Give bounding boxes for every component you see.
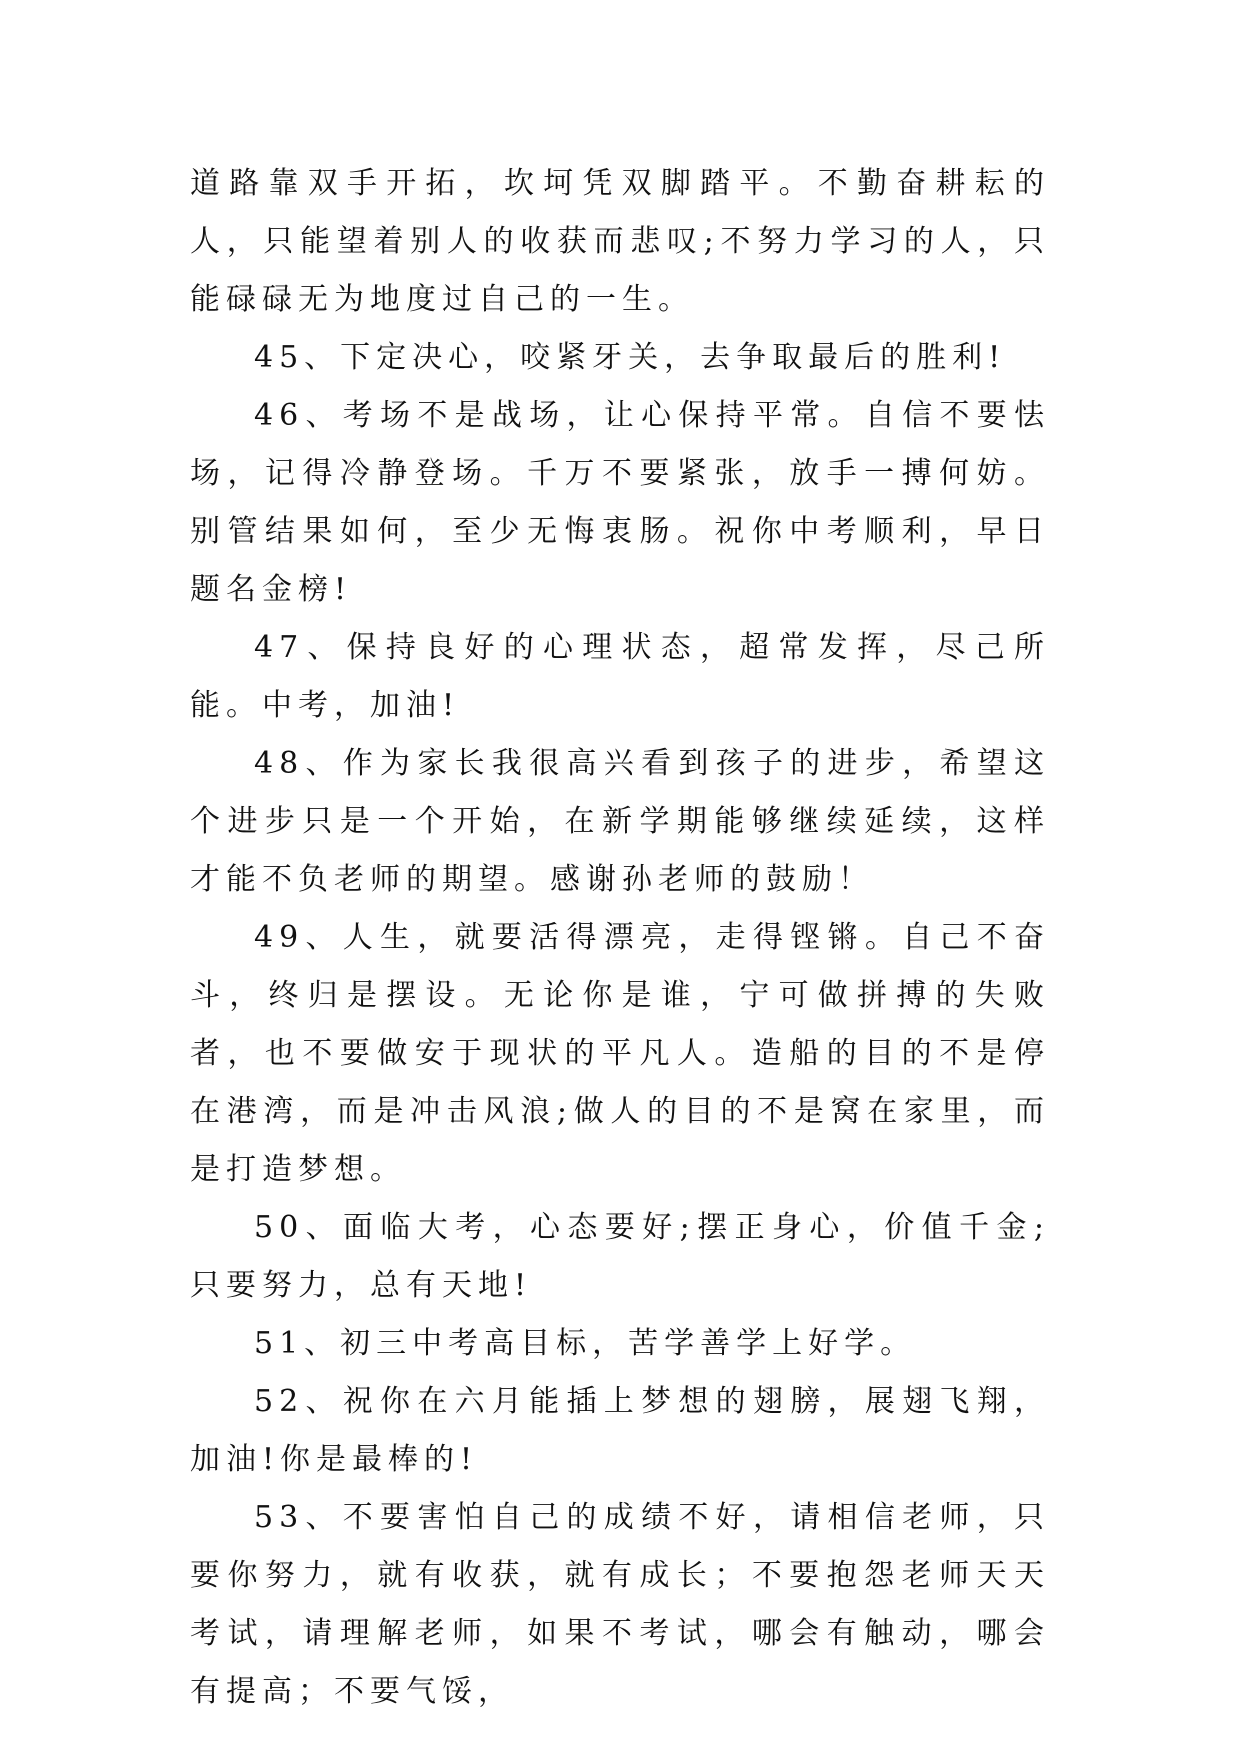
paragraph-continuation: 道路靠双手开拓，坎坷凭双脚踏平。不勤奋耕耘的人，只能望着别人的收获而悲叹;不努力学习的人，只能碌碌无为地度过自己的一生。 — [190, 166, 1050, 317]
paragraph-53: 53、不要害怕自己的成绩不好，请相信老师，只要你努力，就有收获，就有成长；不要抱怨老师天天考试，请理解老师，如果不考试，哪会有触动，哪会有提高；不要气馁， — [190, 1500, 1050, 1709]
paragraph-45: 45、下定决心，咬紧牙关，去争取最后的胜利! — [254, 340, 1007, 375]
document-body — [190, 155, 1050, 1721]
paragraph-47: 47、保持良好的心理状态，超常发挥，尽己所能。中考，加油! — [190, 630, 1050, 723]
paragraph-46: 46、考场不是战场，让心保持平常。自信不要怯场，记得冷静登场。千万不要紧张，放手一搏何妨。别管结果如何，至少无悔衷肠。祝你中考顺利，早日题名金榜! — [190, 398, 1050, 607]
paragraph-52: 52、祝你在六月能插上梦想的翅膀，展翅飞翔，加油!你是最棒的! — [190, 1384, 1050, 1477]
paragraph-51: 51、初三中考高目标，苦学善学上好学。 — [254, 1326, 917, 1361]
paragraph-50: 50、面临大考，心态要好;摆正身心，价值千金;只要努力，总有天地! — [190, 1210, 1050, 1303]
paragraph-49: 49、人生，就要活得漂亮，走得铿锵。自己不奋斗，终归是摆设。无论你是谁，宁可做拼搏的失败者，也不要做安于现状的平凡人。造船的目的不是停在港湾，而是冲击风浪;做人的目的不是窝在家里，而是打造梦想。 — [190, 920, 1050, 1187]
paragraph-48: 48、作为家长我很高兴看到孩子的进步，希望这个进步只是一个开始，在新学期能够继续延续，这样才能不负老师的期望。感谢孙老师的鼓励！ — [190, 746, 1050, 897]
